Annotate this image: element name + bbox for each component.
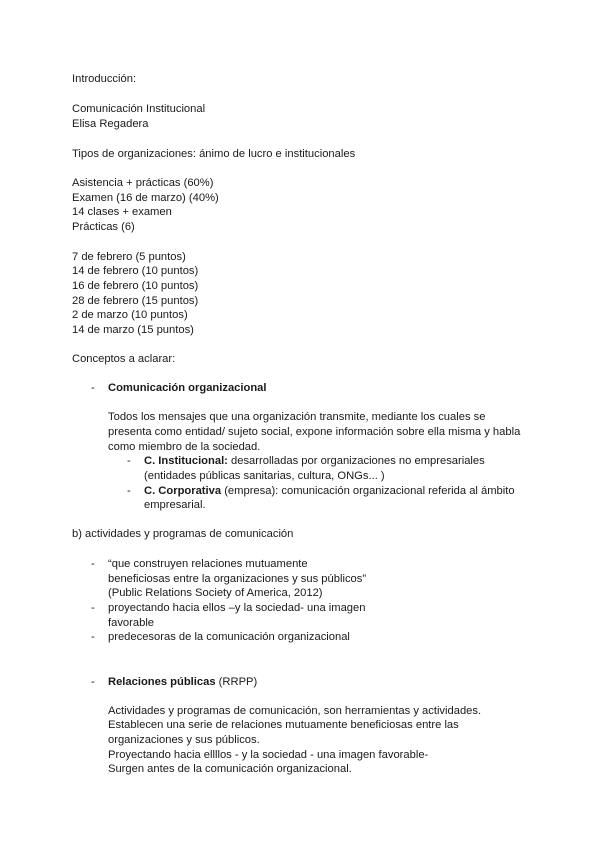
bullet-dash: - bbox=[91, 602, 95, 614]
grading-line: Asistencia + prácticas (60%) bbox=[72, 177, 214, 189]
rrpp-desc-line: Surgen antes de la comunicación organizacional. bbox=[108, 763, 352, 775]
date-line: 28 de febrero (15 puntos) bbox=[72, 295, 199, 307]
sub-corporate-cont: empresarial. bbox=[144, 499, 206, 511]
activities-heading: b) actividades y programas de comunicación bbox=[72, 528, 294, 540]
sub-bullet-dash: - bbox=[127, 455, 131, 467]
date-line: 14 de marzo (15 puntos) bbox=[72, 324, 194, 336]
intro-heading: Introducción: bbox=[72, 73, 137, 85]
rrpp-desc-line: Establecen una serie de relaciones mutuamente beneficiosas entre las bbox=[108, 719, 459, 731]
rrpp-desc-line: Actividades y programas de comunicación, son herramientas y actividades. bbox=[108, 705, 482, 717]
grading-line: Examen (16 de marzo) (40%) bbox=[72, 192, 219, 204]
concepts-heading: Conceptos a aclarar: bbox=[72, 353, 176, 365]
grading-line: Prácticas (6) bbox=[72, 221, 135, 233]
org-comm-desc-line: como miembro de la sociedad. bbox=[108, 441, 261, 453]
activity-line: (Public Relations Society of America, 2012) bbox=[108, 587, 323, 599]
rrpp-desc-line: Proyectando hacia ellllos - y la sociedad - una imagen favorable- bbox=[108, 749, 429, 761]
sub-institutional: C. Institucional: desarrolladas por organizaciones no empresariales bbox=[144, 455, 485, 467]
bullet-dash: - bbox=[91, 382, 95, 394]
activity-line: beneficiosas entre la organizaciones y sus públicos” bbox=[108, 573, 367, 585]
date-line: 16 de febrero (10 puntos) bbox=[72, 280, 199, 292]
sub-bullet-dash: - bbox=[127, 485, 131, 497]
bullet-dash: - bbox=[91, 676, 95, 688]
sub-corporate: C. Corporativa (empresa): comunicación organizacional referida al ámbito bbox=[144, 485, 515, 497]
activity-line: proyectando hacia ellos –y la sociedad- una imagen bbox=[108, 602, 366, 614]
teacher-name: Elisa Regadera bbox=[72, 118, 149, 130]
date-line: 2 de marzo (10 puntos) bbox=[72, 309, 188, 321]
sub-institutional-cont: (entidades públicas sanitarias, cultura, ONGs... ) bbox=[144, 470, 385, 482]
activity-line: favorable bbox=[108, 617, 155, 629]
rrpp-desc-line: organizaciones y sus públicos. bbox=[108, 734, 260, 746]
org-comm-title: Comunicación organizacional bbox=[108, 382, 267, 394]
org-types-line: Tipos de organizaciones: ánimo de lucro e institucionales bbox=[72, 148, 356, 160]
bullet-dash: - bbox=[91, 558, 95, 570]
activity-line: “que construyen relaciones mutuamente bbox=[108, 558, 308, 570]
bullet-dash: - bbox=[91, 631, 95, 643]
grading-line: 14 clases + examen bbox=[72, 206, 172, 218]
activity-line: predecesoras de la comunicación organizacional bbox=[108, 631, 350, 643]
date-line: 14 de febrero (10 puntos) bbox=[72, 265, 199, 277]
org-comm-desc-line: presenta como entidad/ sujeto social, expone información sobre ella misma y habla bbox=[108, 426, 521, 438]
course-title: Comunicación Institucional bbox=[72, 103, 206, 115]
org-comm-desc-line: Todos los mensajes que una organización transmite, mediante los cuales se bbox=[108, 411, 486, 423]
date-line: 7 de febrero (5 puntos) bbox=[72, 251, 186, 263]
rrpp-title: Relaciones públicas (RRPP) bbox=[108, 676, 258, 688]
